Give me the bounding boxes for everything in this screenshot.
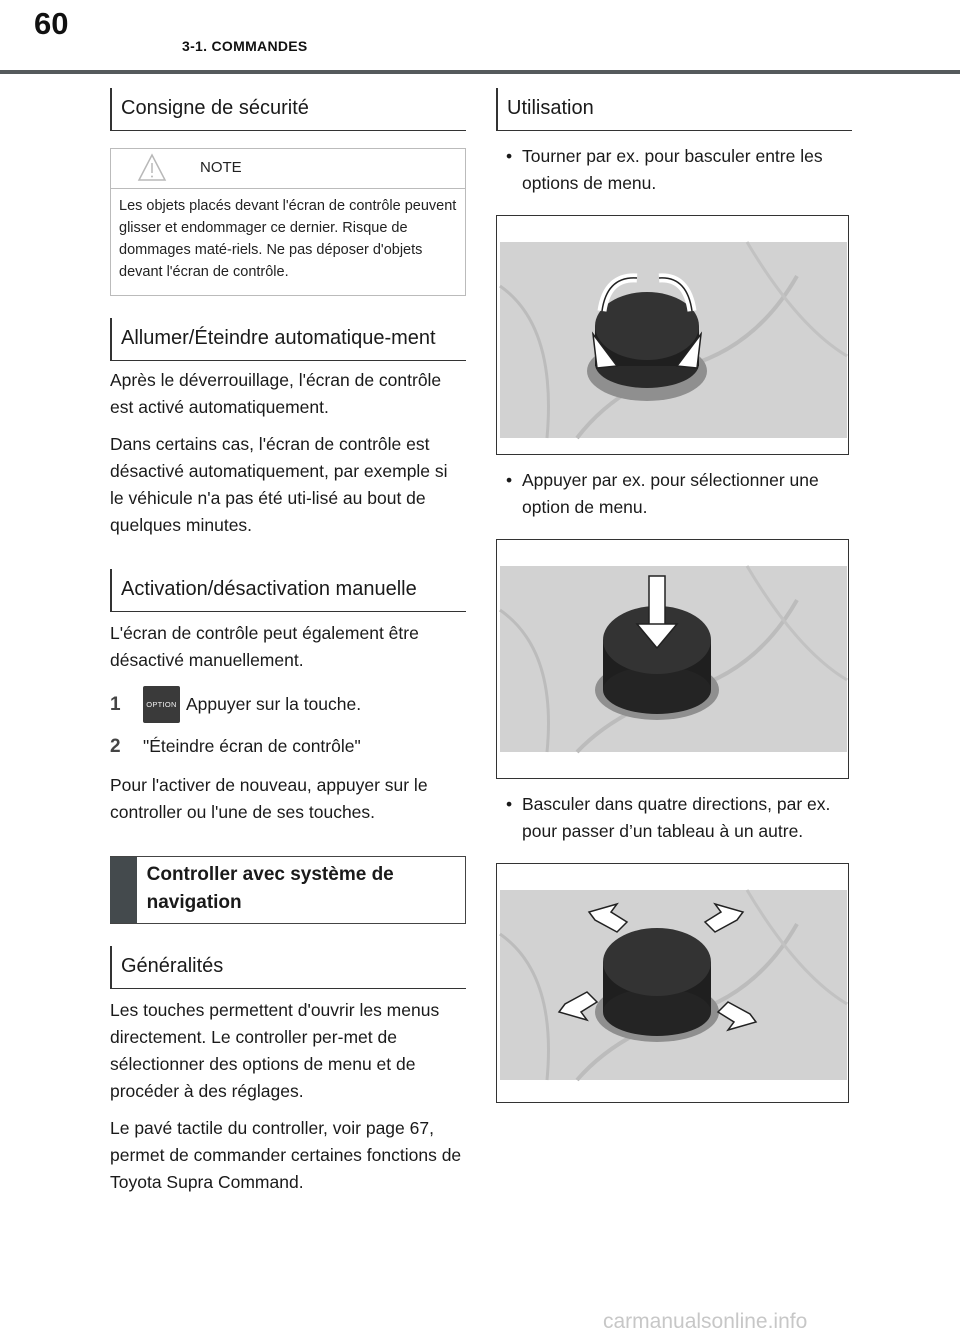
left-column: [110, 88, 466, 1196]
step-2: [110, 733, 466, 760]
safety-heading: Consigne de sécurité: [110, 88, 466, 131]
warning-triangle-icon: [137, 153, 167, 183]
header-rule: [0, 70, 960, 74]
controller-rotate-illustration: [496, 215, 849, 455]
controller-heading-box: [110, 856, 466, 924]
heading-accent-bar: [110, 857, 137, 923]
manual-heading: Activation/désactivation manuelle: [110, 569, 466, 612]
note-header: [111, 149, 465, 189]
general-paragraph-2: Le pavé tactile du controller, voir page 67, permet de commander certaines fonctions de Toyota Supra Command.: [110, 1118, 462, 1192]
general-heading: Généralités: [110, 946, 466, 989]
note-text: Les objets placés devant l'écran de contrôle peuvent glisser et endommager ce dernier. Risque de dommages maté-riels. Ne pas déposer d'objets devant l'écran de contrôle.: [119, 198, 457, 280]
step-text: "Éteindre écran de contrôle": [143, 736, 361, 756]
manual-paragraph-1: L'écran de contrôle peut également être désactivé manuellement.: [110, 623, 419, 670]
note-box: [110, 148, 466, 296]
bullet-press: • Appuyer par ex. pour sélectionner une option de menu.: [506, 470, 819, 517]
manual-paragraph-2: Pour l'activer de nouveau, appuyer sur le controller ou l'une de ses touches.: [110, 775, 428, 822]
note-label: NOTE: [200, 159, 242, 176]
controller-tilt-illustration: [496, 863, 849, 1103]
page-number: 60: [34, 6, 69, 41]
auto-paragraph-2: Dans certains cas, l'écran de contrôle est désactivé automatiquement, par exemple si le véhicule n'a pas été uti-lisé au bout de quelques minutes.: [110, 434, 448, 535]
step-text: Appuyer sur la touche.: [186, 694, 362, 714]
use-heading: Utilisation: [496, 88, 852, 131]
watermark: carmanualsonline.info: [603, 1310, 808, 1333]
bullet-rotate: • Tourner par ex. pour basculer entre les options de menu.: [506, 146, 823, 193]
step-number: 2: [110, 736, 121, 757]
step-1: [110, 686, 466, 723]
general-paragraph-1: Les touches permettent d'ouvrir les menus directement. Le controller per-met de sélectionner des options de menu et de procéder à des réglages.: [110, 1000, 440, 1101]
step-number: 1: [110, 694, 121, 715]
chapter-title: 3-1. COMMANDES: [182, 38, 308, 54]
controller-press-illustration: [496, 539, 849, 779]
bullet-tilt: • Basculer dans quatre directions, par ex. pour passer d’un tableau à un autre.: [506, 794, 831, 841]
option-button-icon: OPTION: [143, 686, 180, 723]
controller-heading: Controller avec système de navigation: [146, 864, 394, 913]
auto-heading: Allumer/Éteindre automatique-ment: [110, 318, 466, 361]
right-column: [496, 88, 852, 1103]
auto-paragraph-1: Après le déverrouillage, l'écran de contrôle est activé automatiquement.: [110, 370, 442, 417]
